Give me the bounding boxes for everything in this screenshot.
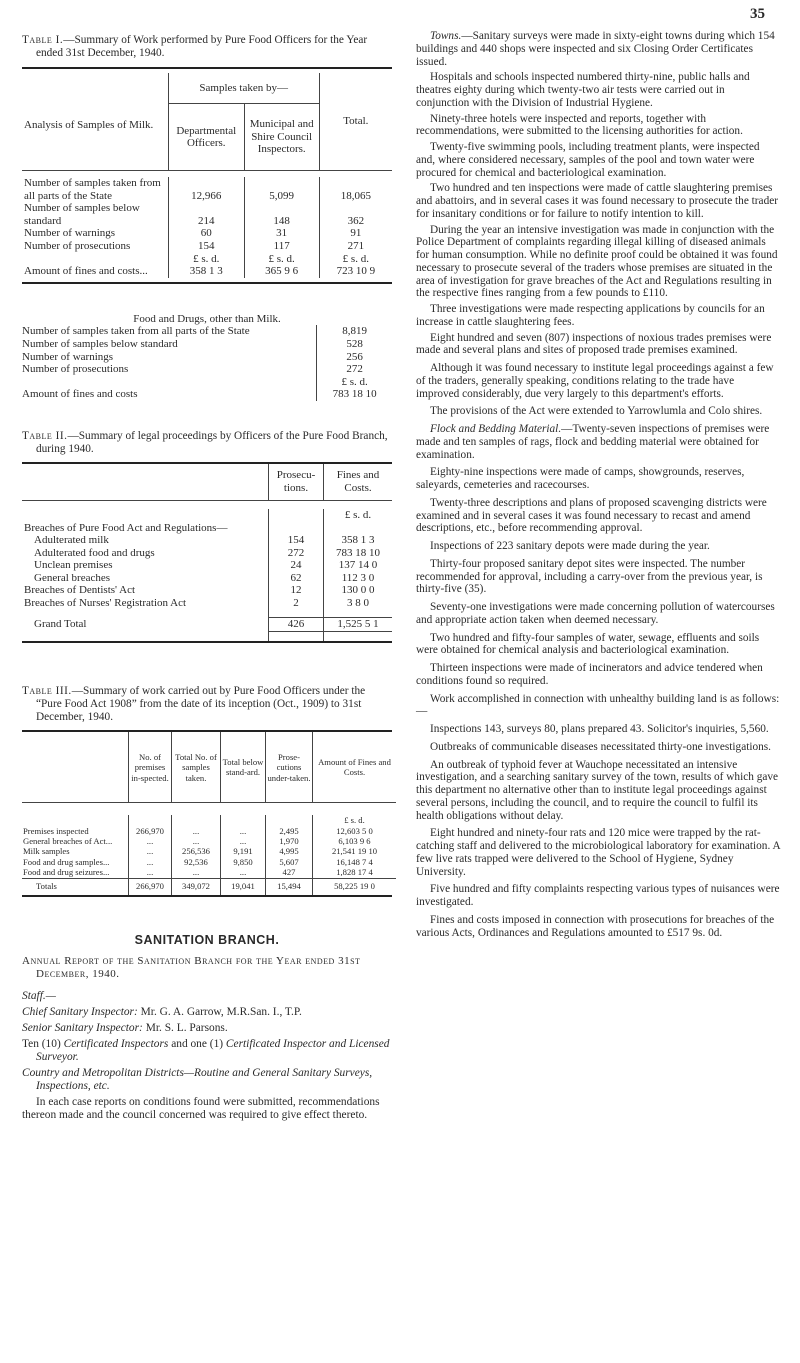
pools-paragraph: Twenty-five swimming pools, including treatment plants, were inspected and, where considered necessary, samples of the pool and town water were procured for chemical and bacteriological examination.: [416, 141, 760, 179]
outbreaks-paragraph: Outbreaks of communicable diseases necessitated thirty-one investigations.: [430, 740, 772, 753]
table-row: Number of samples taken from all parts of the State 12,966 5,099 18,065: [22, 177, 392, 202]
table-row: General breaches 62 112 3 0: [22, 572, 392, 585]
sanitary-depots-paragraph: Inspections of 223 sanitary depots were made during the year.: [430, 540, 710, 552]
left-column: [22, 34, 392, 1122]
complaints-paragraph: Five hundred and fifty complaints respecting various types of nuisances were investigated.: [416, 883, 780, 908]
food-drugs-summary: Food and Drugs, other than Milk. Number of samples taken from all parts of the State 8,819 Number of samples below standard 528 Number of warnings 256 Number of prosecutions 272 £ s. d. Amount of fines and costs 783 18 10: [22, 313, 392, 401]
scavenging-paragraph: Twenty-three descriptions and plans of proposed scavenging districts were examined and in several cases it was found necessary to recast and amend descriptions, etc., before recommending approval.: [416, 496, 767, 535]
staff-label: Staff.—: [22, 989, 56, 1002]
list-item: Number of samples below standard 528: [22, 338, 392, 351]
sanitation-report-title: Annual Report of the Sanitation Branch for the Year ended 31st December, 1940.: [22, 954, 361, 980]
table1-group-header: Samples taken by—: [168, 73, 319, 104]
table1-col-total: Total.: [319, 73, 392, 171]
table-row: Premises inspected 266,970 ... ... 2,495 12,603 5 0: [22, 826, 396, 836]
table-total-row: Totals 266,970 349,072 19,041 15,494 58,225 19 0: [22, 878, 396, 895]
building-land-paragraph: Work accomplished in connection with unhealthy building land is as follows:—: [416, 692, 780, 718]
list-item: Amount of fines and costs 783 18 10: [22, 388, 392, 401]
table1-row-header: Analysis of Samples of Milk.: [24, 119, 154, 132]
table-row: Milk samples ... 256,536 9,191 4,995 21,541 19 10: [22, 846, 396, 856]
table-row: Number of prosecutions 154 117 271: [22, 240, 392, 253]
pollution-paragraph: Seventy-one investigations were made concerning pollution of watercourses and appropriate action taken when deemed necessary.: [416, 601, 775, 626]
towns-paragraph: Towns.—Sanitary surveys were made in sixty-eight towns during which 154 buildings and 440 shops were inspected and six Closing Order Certificates issued.: [416, 30, 775, 68]
camps-paragraph: Eighty-nine inspections were made of camps, showgrounds, reserves, saleyards, cemeteries and racecourses.: [416, 466, 745, 491]
each-case-paragraph: In each case reports on conditions found were submitted, recommendations thereon made and the council concerned was required to give effect thereto.: [22, 1095, 380, 1121]
list-item: Number of prosecutions 272: [22, 363, 392, 376]
depot-sites-paragraph: Thirty-four proposed sanitary depot sites were inspected. The number recommended for approval, including a carry-over from the previous year, is thirty-five (35).: [416, 557, 763, 596]
country-metro-heading: Country and Metropolitan Districts—Routine and General Sanitary Surveys, Inspections, etc.: [22, 1067, 373, 1092]
table-row: Number of samples below standard 214 148 362: [22, 202, 392, 227]
senior-inspector: Senior Sanitary Inspector: Mr. S. L. Parsons.: [22, 1022, 228, 1035]
table2-col-fines: Fines and Costs.: [324, 464, 393, 501]
table1: Analysis of Samples of Milk. Samples taken by— Total. Departmental Officers. Municipal and Shire Council Inspectors. Number of samples taken from all parts of the State 12,966 5,099 18,065 Number of samples below standard 214 148 362 Number of warnings 60 31 91 Number of prosecutions 154 117 271 £ s. d. £ s. d. £ s. d. Amount of fines and costs... 358 1 3 365 9 6 723 10 9: [22, 73, 392, 282]
table1-label: Table I.: [22, 34, 64, 46]
noxious-trades-paragraph: Eight hundred and seven (807) inspections of noxious trades premises were made and several plans and sites of proposed trade premises examined.: [416, 331, 772, 357]
right-column: [416, 30, 780, 939]
hotels-paragraph: Ninety-three hotels were inspected and reports, together with recommendations, were submitted to the licensing authorities for action.: [416, 112, 743, 138]
list-item: Number of samples taken from all parts of the State 8,819: [22, 325, 392, 338]
legal-proceedings-paragraph: Although it was found necessary to institute legal proceedings against a few of the traders, generally speaking, conditions relating to the trade have improved considerably, due very largely to this department's efforts.: [416, 362, 774, 400]
table1-caption: Table I.—Summary of Work performed by Pure Food Officers for the Year ended 31st December, 1940.: [22, 34, 368, 59]
chief-inspector: Chief Sanitary Inspector: Mr. G. A. Garrow, M.R.San. I., T.P.: [22, 1006, 302, 1019]
certificated-inspectors: Ten (10) Certificated Inspectors and one (1) Certificated Inspector and Licensed Surveyor.: [22, 1038, 390, 1064]
table3-caption: Table III.—Summary of work carried out by Pure Food Officers under the “Pure Food Act 1908” from the date of its inception (Oct., 1909) to 31st December, 1940.: [22, 685, 366, 724]
table2-col-prosecutions: Prosecu-tions.: [269, 464, 324, 501]
food-drugs-title: Food and Drugs, other than Milk.: [133, 312, 281, 325]
table-row: General breaches of Act... ... ... ... 1,970 6,103 9 6: [22, 836, 396, 846]
table-row: Unclean premises 24 137 14 0: [22, 559, 392, 572]
fines-paragraph: Fines and costs imposed in connection with prosecutions for breaches of the various Acts, Ordinances and Regulations amounted to £517 9s. 0d.: [416, 913, 775, 939]
table-row: Amount of fines and costs... 358 1 3 365 9 6 723 10 9: [22, 265, 392, 278]
inspections-list: Inspections 143, surveys 80, plans prepared 43. Solicitor's inquiries, 5,560.: [430, 723, 769, 735]
table-row: Adulterated milk 154 358 1 3: [22, 534, 392, 547]
table3: No. of premises in-spected. Total No. of samples taken. Total below stand-ard. Prose-cutions under-taken. Amount of Fines and Costs. £ s. d. Premises inspected 266,970 ... ... 2,495 12,603 5 0 General breaches of Act... ... ... ... 1,970 6,103 9 6 Milk samples ... 256,536 9,191 4,995 21,541 19 10 Food and drug samples... ... 92,536 9,850 5,607 16,148 7 4 Food and drug seizures... ... ... ... 427 1,828 17 4 Totals 266,970 349,072 19,041 15,494 58,225 19 0: [22, 732, 396, 894]
cattle-paragraph: Two hundred and ten inspections were made of cattle slaughtering premises and abattoirs, and in several cases it was found necessary to prosecute the trader for insanitary conditions or for failure to notify intention to kill.: [416, 182, 778, 220]
incinerators-paragraph: Thirteen inspections were made of incinerators and advice tendered when conditions found so required.: [416, 662, 763, 687]
table2-caption: Table II.—Summary of legal proceedings by Officers of the Pure Food Branch, during 1940.: [22, 429, 388, 455]
table-row: Breaches of Nurses' Registration Act 2 3 8 0: [22, 597, 392, 610]
typhoid-paragraph: An outbreak of typhoid fever at Wauchope necessitated an intensive investigation, and a searching sanitary survey of the town, results of which gave this department no alternative other than to institute legal proceedings against several persons, including the council, and to require the council to fulfil its health obligations without delay.: [416, 758, 779, 822]
table-row: Food and drug samples... ... 92,536 9,850 5,607 16,148 7 4: [22, 857, 396, 867]
flock-paragraph: Flock and Bedding Material.—Twenty-seven inspections of premises were made and ten samples of rags, flock and bedding material were obtained for examination.: [416, 423, 770, 461]
water-samples-paragraph: Two hundred and fifty-four samples of water, sewage, effluents and soils were obtained for chemical analysis and bacteriological examination.: [416, 631, 760, 657]
rats-paragraph: Eight hundred and ninety-four rats and 120 mice were trapped by the rat-catching staff and delivered to the microbiological laboratory for examination. A few live rats trapped were delivered to the School of Hygiene, Sydney University.: [416, 827, 780, 878]
fees-paragraph: Three investigations were made respecting applications by councils for an increase in cattle slaughtering fees.: [416, 303, 765, 328]
table2-label: Table II.: [22, 429, 68, 442]
table1-col-municipal: Municipal and Shire Council Inspectors.: [244, 104, 319, 171]
hospitals-paragraph: Hospitals and schools inspected numbered thirty-nine, public halls and theatres eighty during which twenty-two air tests were carried out in conjunction with the Division of Industrial Hygiene.: [416, 71, 750, 109]
table-row: Breaches of Dentists' Act 12 130 0 0: [22, 584, 392, 597]
investigation-paragraph: During the year an intensive investigation was made in conjunction with the Police Department of complaints regarding illegal killing of diseased animals for human consumption. While no definite proof could be obtained it was found necessary to prosecute several of the traders whose premises are situated in the area of investigation for grave breaches of the Act and Regulations resulting in the respective fines ranging from a few pounds to £110.: [416, 223, 778, 300]
table-row: Number of warnings 60 31 91: [22, 227, 392, 240]
list-item: Number of warnings 256: [22, 351, 392, 364]
table1-col-dept: Departmental Officers.: [168, 104, 244, 171]
sanitation-heading: SANITATION BRANCH.: [134, 932, 280, 947]
table-row: Adulterated food and drugs 272 783 18 10: [22, 547, 392, 560]
page-number: 35: [750, 6, 765, 22]
table2-group-label: Breaches of Pure Food Act and Regulations—: [24, 521, 228, 534]
table3-label: Table III.: [22, 685, 72, 698]
table-row: Food and drug seizures... ... ... ... 427 1,828 17 4: [22, 867, 396, 878]
table-total-row: Grand Total 426 1,525 5 1: [22, 618, 392, 632]
table2: Prosecu-tions. Fines and Costs. £ s. d. Breaches of Pure Food Act and Regulations— Adulterated milk 154 358 1 3 Adulterated food and drugs 272 783 18 10 Unclean premises 24 137 14 0 General breaches 62 112 3 0 Breaches of Dentists' Act 12 130 0 0 Breaches of Nurses' Registration Act 2 3 8 0 Grand Total 426 1,525 5 1: [22, 464, 392, 641]
provisions-paragraph: The provisions of the Act were extended to Yarrowlumla and Colo shires.: [430, 405, 763, 418]
